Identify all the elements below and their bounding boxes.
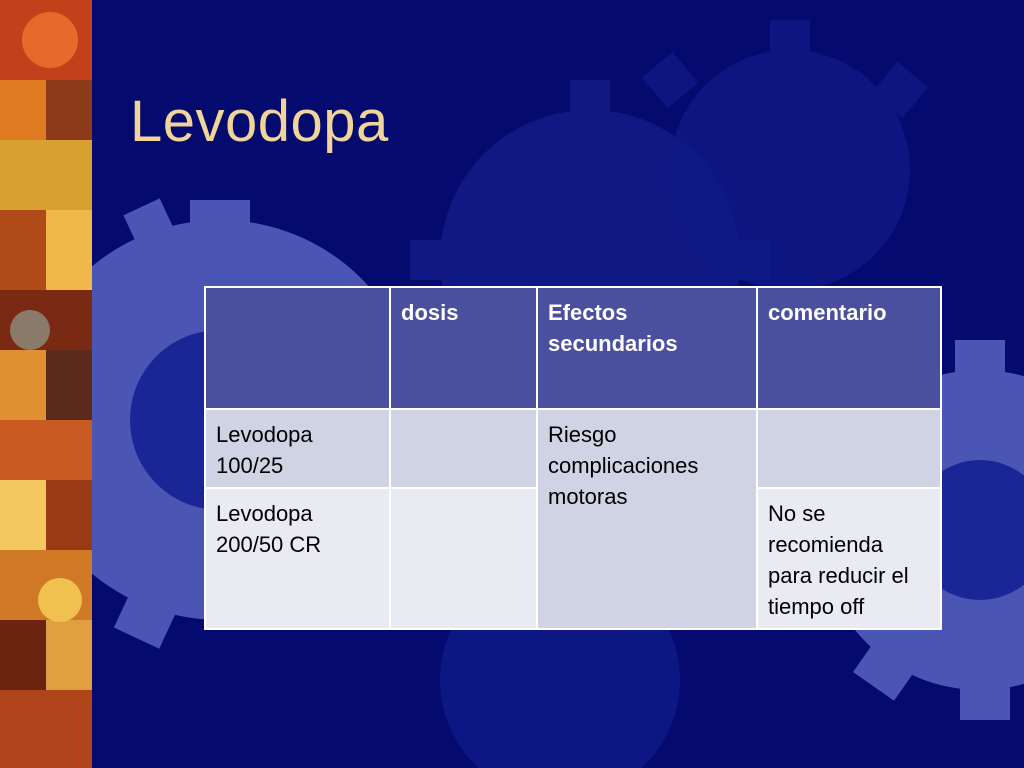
header-cell-empty: [205, 287, 390, 409]
mosaic-strip: [0, 0, 92, 768]
cell-side-effects: Riesgo complicaciones motoras: [537, 409, 757, 629]
header-cell-comentario: comentario: [757, 287, 941, 409]
slide-title: Levodopa: [130, 89, 389, 154]
cell-comment: No se recomienda para reducir el tiempo off: [757, 488, 941, 629]
levodopa-table: [204, 286, 942, 630]
cell-drug: Levodopa 200/50 CR: [205, 488, 390, 629]
header-cell-efectos: Efectos secundarios: [537, 287, 757, 409]
cell-comment: [757, 409, 941, 488]
table-header-row: [205, 287, 941, 409]
cell-dose: [390, 488, 537, 629]
cell-dose: [390, 409, 537, 488]
table-row: [205, 409, 941, 488]
header-cell-dosis: dosis: [390, 287, 537, 409]
cell-drug: Levodopa 100/25: [205, 409, 390, 488]
